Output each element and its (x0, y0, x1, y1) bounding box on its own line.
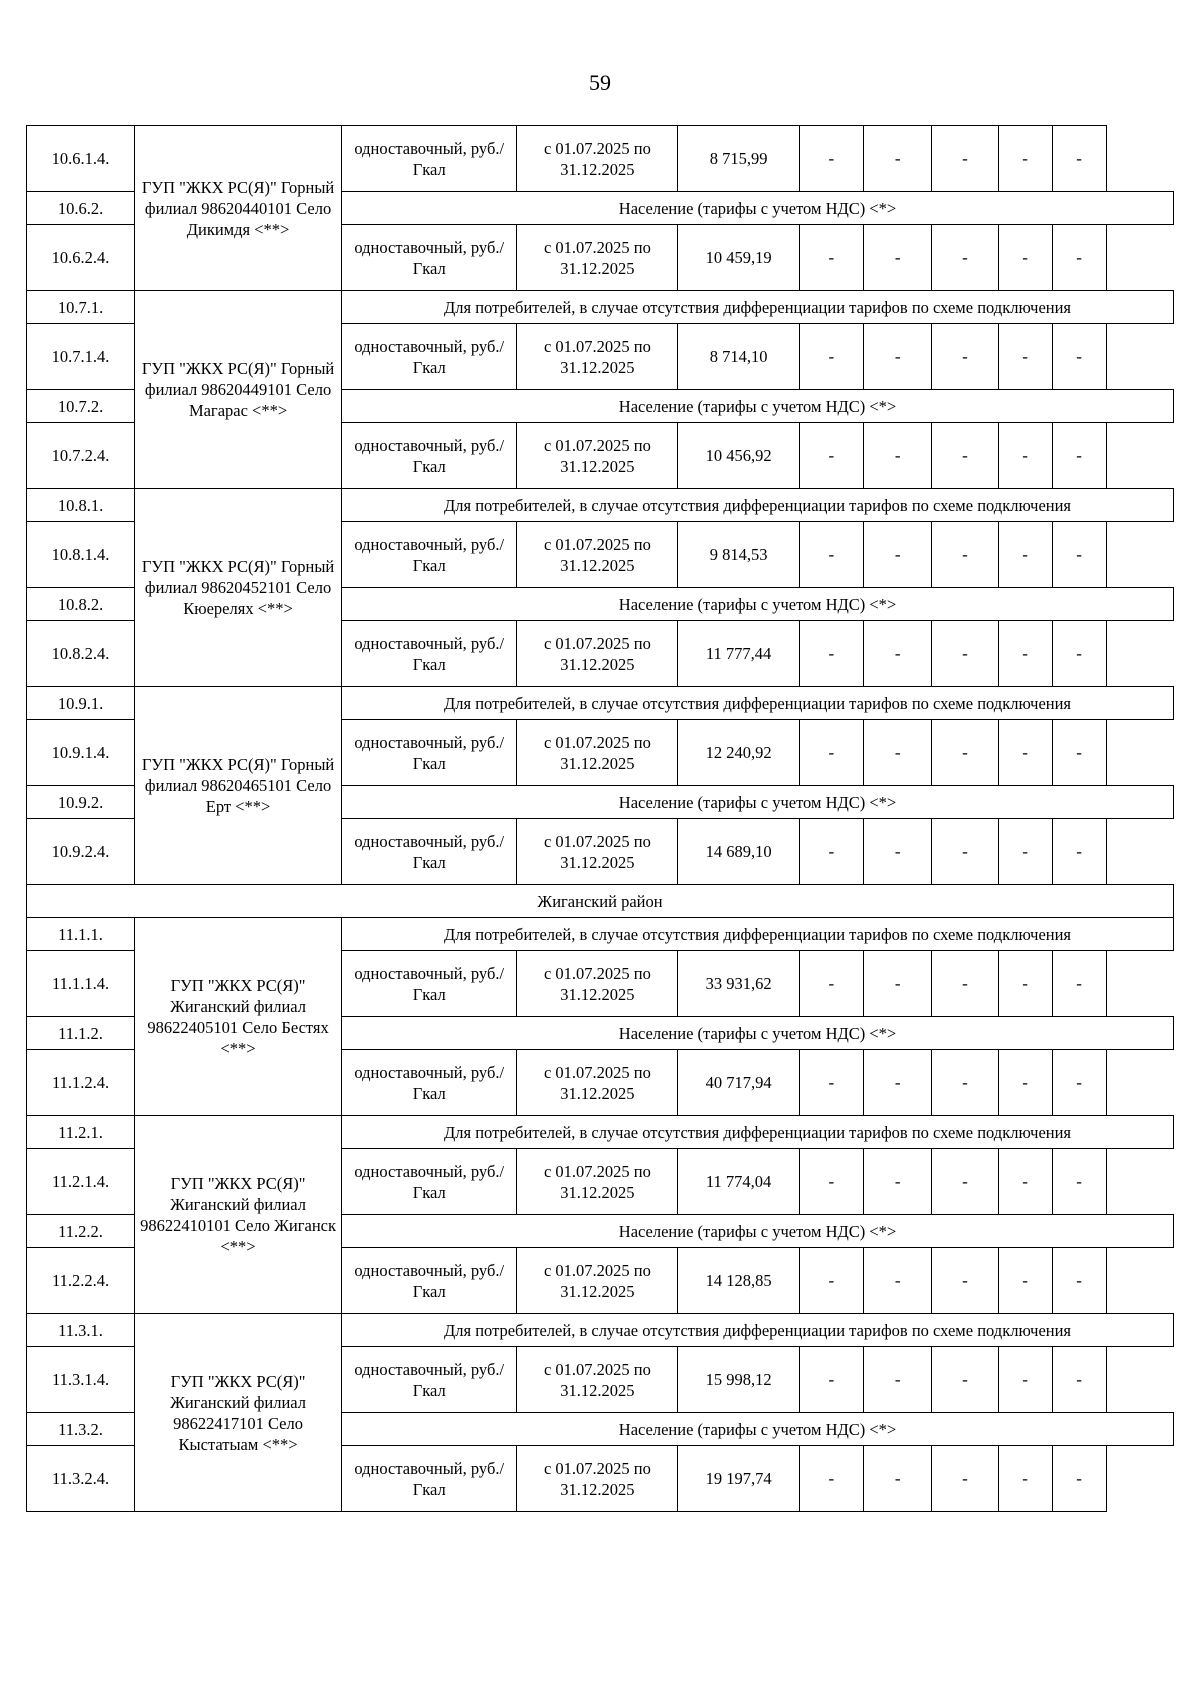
empty-value: - (998, 324, 1052, 390)
empty-value: - (799, 324, 863, 390)
empty-value: - (932, 1050, 998, 1116)
empty-value: - (864, 126, 932, 192)
tariff-value: 19 197,74 (678, 1446, 799, 1512)
empty-value: - (864, 1446, 932, 1512)
empty-value: - (998, 423, 1052, 489)
organization-cell: ГУП "ЖКХ РС(Я)" Горный филиал 98620449101 Село Магарас <**> (135, 291, 342, 489)
empty-value: - (932, 324, 998, 390)
empty-value: - (799, 225, 863, 291)
empty-value: - (998, 1248, 1052, 1314)
rate-type: одноставочный, руб./Гкал (342, 1446, 517, 1512)
rate-type: одноставочный, руб./Гкал (342, 1248, 517, 1314)
row-code: 11.1.1.4. (27, 951, 135, 1017)
row-code: 10.7.2.4. (27, 423, 135, 489)
empty-value: - (1052, 324, 1106, 390)
tariff-value: 15 998,12 (678, 1347, 799, 1413)
tariff-period: с 01.07.2025 по 31.12.2025 (517, 1050, 678, 1116)
tariff-period: с 01.07.2025 по 31.12.2025 (517, 324, 678, 390)
row-code: 10.8.1.4. (27, 522, 135, 588)
tariff-value: 10 456,92 (678, 423, 799, 489)
group-label: Для потребителей, в случае отсутствия дифференциации тарифов по схеме подключения (342, 918, 1174, 951)
row-code: 10.7.2. (27, 390, 135, 423)
row-code: 11.3.1.4. (27, 1347, 135, 1413)
empty-value: - (799, 522, 863, 588)
tariff-value: 10 459,19 (678, 225, 799, 291)
empty-value: - (932, 1446, 998, 1512)
empty-value: - (932, 951, 998, 1017)
empty-value: - (864, 720, 932, 786)
row-code: 11.2.2. (27, 1215, 135, 1248)
empty-value: - (1052, 621, 1106, 687)
empty-value: - (864, 1347, 932, 1413)
tariff-period: с 01.07.2025 по 31.12.2025 (517, 720, 678, 786)
empty-value: - (1052, 1050, 1106, 1116)
empty-value: - (864, 1149, 932, 1215)
empty-value: - (799, 720, 863, 786)
tariff-value: 11 774,04 (678, 1149, 799, 1215)
row-code: 11.1.1. (27, 918, 135, 951)
organization-cell: ГУП "ЖКХ РС(Я)" Жиганский филиал 98622405101 Село Бестях <**> (135, 918, 342, 1116)
rate-type: одноставочный, руб./Гкал (342, 819, 517, 885)
empty-value: - (998, 621, 1052, 687)
empty-value: - (799, 621, 863, 687)
empty-value: - (864, 621, 932, 687)
empty-value: - (932, 720, 998, 786)
group-label: Для потребителей, в случае отсутствия дифференциации тарифов по схеме подключения (342, 1314, 1174, 1347)
tariff-value: 14 689,10 (678, 819, 799, 885)
group-label: Для потребителей, в случае отсутствия дифференциации тарифов по схеме подключения (342, 489, 1174, 522)
empty-value: - (799, 126, 863, 192)
row-code: 11.2.1. (27, 1116, 135, 1149)
tariff-period: с 01.07.2025 по 31.12.2025 (517, 819, 678, 885)
empty-value: - (1052, 1248, 1106, 1314)
district-name: Жиганский район (27, 885, 1174, 918)
rate-type: одноставочный, руб./Гкал (342, 324, 517, 390)
group-row (27, 918, 1174, 951)
row-code: 11.3.2.4. (27, 1446, 135, 1512)
empty-value: - (1052, 126, 1106, 192)
empty-value: - (998, 225, 1052, 291)
tariff-table-body (27, 126, 1174, 1512)
tariff-table (26, 125, 1174, 1512)
empty-value: - (799, 1149, 863, 1215)
tariff-value: 11 777,44 (678, 621, 799, 687)
population-label: Население (тарифы с учетом НДС) <*> (342, 786, 1174, 819)
row-code: 10.7.1.4. (27, 324, 135, 390)
empty-value: - (799, 423, 863, 489)
rate-type: одноставочный, руб./Гкал (342, 1149, 517, 1215)
empty-value: - (799, 1248, 863, 1314)
empty-value: - (998, 1050, 1052, 1116)
empty-value: - (932, 1347, 998, 1413)
tariff-period: с 01.07.2025 по 31.12.2025 (517, 951, 678, 1017)
tariff-period: с 01.07.2025 по 31.12.2025 (517, 1149, 678, 1215)
tariff-period: с 01.07.2025 по 31.12.2025 (517, 126, 678, 192)
row-code: 10.7.1. (27, 291, 135, 324)
page-number: 59 (589, 70, 611, 95)
empty-value: - (998, 720, 1052, 786)
row-code: 11.1.2.4. (27, 1050, 135, 1116)
group-row (27, 1314, 1174, 1347)
tariff-value: 12 240,92 (678, 720, 799, 786)
tariff-value: 9 814,53 (678, 522, 799, 588)
empty-value: - (932, 1248, 998, 1314)
row-code: 10.6.2.4. (27, 225, 135, 291)
group-row (27, 489, 1174, 522)
rate-type: одноставочный, руб./Гкал (342, 951, 517, 1017)
row-code: 10.9.2. (27, 786, 135, 819)
empty-value: - (799, 1347, 863, 1413)
population-label: Население (тарифы с учетом НДС) <*> (342, 1017, 1174, 1050)
tariff-value: 14 128,85 (678, 1248, 799, 1314)
empty-value: - (932, 621, 998, 687)
organization-cell: ГУП "ЖКХ РС(Я)" Горный филиал 98620465101 Село Ерт <**> (135, 687, 342, 885)
group-label: Для потребителей, в случае отсутствия дифференциации тарифов по схеме подключения (342, 687, 1174, 720)
empty-value: - (864, 951, 932, 1017)
tariff-value: 8 714,10 (678, 324, 799, 390)
tariff-value: 33 931,62 (678, 951, 799, 1017)
empty-value: - (799, 951, 863, 1017)
tariff-period: с 01.07.2025 по 31.12.2025 (517, 522, 678, 588)
rate-type: одноставочный, руб./Гкал (342, 225, 517, 291)
empty-value: - (998, 1347, 1052, 1413)
tariff-period: с 01.07.2025 по 31.12.2025 (517, 1446, 678, 1512)
empty-value: - (864, 819, 932, 885)
rate-type: одноставочный, руб./Гкал (342, 423, 517, 489)
organization-cell: ГУП "ЖКХ РС(Я)" Горный филиал 98620440101 Село Дикимдя <**> (135, 126, 342, 291)
empty-value: - (864, 225, 932, 291)
tariff-period: с 01.07.2025 по 31.12.2025 (517, 423, 678, 489)
population-label: Население (тарифы с учетом НДС) <*> (342, 390, 1174, 423)
empty-value: - (998, 1446, 1052, 1512)
empty-value: - (864, 1248, 932, 1314)
rate-type: одноставочный, руб./Гкал (342, 522, 517, 588)
population-label: Население (тарифы с учетом НДС) <*> (342, 588, 1174, 621)
empty-value: - (1052, 1347, 1106, 1413)
empty-value: - (1052, 1446, 1106, 1512)
row-code: 10.8.2.4. (27, 621, 135, 687)
empty-value: - (932, 423, 998, 489)
row-code: 10.9.1.4. (27, 720, 135, 786)
tariff-period: с 01.07.2025 по 31.12.2025 (517, 1248, 678, 1314)
row-code: 11.2.2.4. (27, 1248, 135, 1314)
population-label: Население (тарифы с учетом НДС) <*> (342, 1413, 1174, 1446)
row-code: 11.1.2. (27, 1017, 135, 1050)
organization-cell: ГУП "ЖКХ РС(Я)" Жиганский филиал 98622417101 Село Кыстатыам <**> (135, 1314, 342, 1512)
rate-type: одноставочный, руб./Гкал (342, 1347, 517, 1413)
rate-type: одноставочный, руб./Гкал (342, 720, 517, 786)
group-row (27, 1116, 1174, 1149)
population-label: Население (тарифы с учетом НДС) <*> (342, 192, 1174, 225)
empty-value: - (1052, 1149, 1106, 1215)
empty-value: - (932, 1149, 998, 1215)
row-code: 11.3.1. (27, 1314, 135, 1347)
empty-value: - (932, 522, 998, 588)
row-code: 11.3.2. (27, 1413, 135, 1446)
group-label: Для потребителей, в случае отсутствия дифференциации тарифов по схеме подключения (342, 291, 1174, 324)
row-code: 10.9.1. (27, 687, 135, 720)
empty-value: - (1052, 819, 1106, 885)
row-code: 11.2.1.4. (27, 1149, 135, 1215)
empty-value: - (864, 423, 932, 489)
empty-value: - (998, 522, 1052, 588)
empty-value: - (998, 819, 1052, 885)
population-label: Население (тарифы с учетом НДС) <*> (342, 1215, 1174, 1248)
tariff-period: с 01.07.2025 по 31.12.2025 (517, 621, 678, 687)
empty-value: - (864, 522, 932, 588)
tariff-value: 40 717,94 (678, 1050, 799, 1116)
empty-value: - (1052, 225, 1106, 291)
row-code: 10.9.2.4. (27, 819, 135, 885)
rate-type: одноставочный, руб./Гкал (342, 621, 517, 687)
empty-value: - (864, 324, 932, 390)
empty-value: - (932, 126, 998, 192)
group-row (27, 291, 1174, 324)
empty-value: - (799, 1050, 863, 1116)
empty-value: - (799, 819, 863, 885)
empty-value: - (799, 1446, 863, 1512)
tariff-period: с 01.07.2025 по 31.12.2025 (517, 1347, 678, 1413)
row-code: 10.8.1. (27, 489, 135, 522)
row-code: 10.6.1.4. (27, 126, 135, 192)
group-label: Для потребителей, в случае отсутствия дифференциации тарифов по схеме подключения (342, 1116, 1174, 1149)
empty-value: - (1052, 522, 1106, 588)
organization-cell: ГУП "ЖКХ РС(Я)" Жиганский филиал 98622410101 Село Жиганск <**> (135, 1116, 342, 1314)
tariff-value: 8 715,99 (678, 126, 799, 192)
empty-value: - (932, 225, 998, 291)
empty-value: - (998, 951, 1052, 1017)
row-code: 10.6.2. (27, 192, 135, 225)
empty-value: - (1052, 720, 1106, 786)
tariff-row (27, 126, 1174, 192)
empty-value: - (998, 1149, 1052, 1215)
tariff-period: с 01.07.2025 по 31.12.2025 (517, 225, 678, 291)
rate-type: одноставочный, руб./Гкал (342, 1050, 517, 1116)
empty-value: - (932, 819, 998, 885)
group-row (27, 687, 1174, 720)
district-row (27, 885, 1174, 918)
rate-type: одноставочный, руб./Гкал (342, 126, 517, 192)
organization-cell: ГУП "ЖКХ РС(Я)" Горный филиал 98620452101 Село Кюерелях <**> (135, 489, 342, 687)
empty-value: - (1052, 423, 1106, 489)
empty-value: - (864, 1050, 932, 1116)
empty-value: - (998, 126, 1052, 192)
row-code: 10.8.2. (27, 588, 135, 621)
empty-value: - (1052, 951, 1106, 1017)
